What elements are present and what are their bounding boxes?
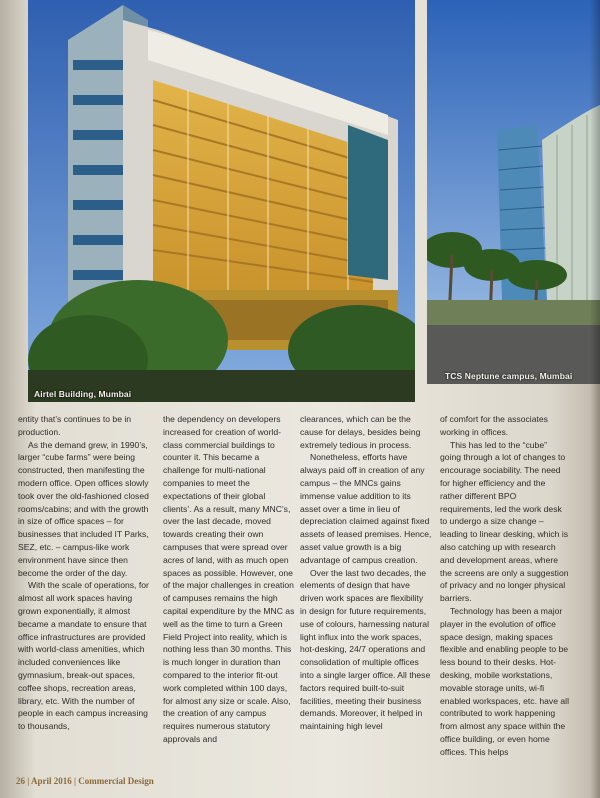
text-column-4 [440,413,570,759]
paragraph: of comfort for the associates working in offices. [440,414,548,437]
page-edge-shadow [590,0,600,798]
paragraph: Technology has been a major player in the evolution of office space design, making spaces flexible and enabling people to be less bound to their desks. Hot-desking, mobile workstations, movable storage units, wi-fi enabled workspaces, etc. have all contributed to work happening from almost any space within the office building, or even home offices. This helps [440,605,569,757]
text-column-1 [18,413,150,733]
paragraph: Over the last two decades, the elements of design that have driven work spaces are flexibility in design for future requirements, use of colours, harnessing natural light influx into the work spaces, hot-desking, 24/7 operations and consolidation of multiple offices into a single larger office. All these factors required built-to-suit facilities, meeting their business demands. Moreover, it helped in maintaining high level [300,567,431,732]
airtel-building-photo [28,0,415,402]
text-column-3 [300,413,432,733]
paragraph: This has led to the “cube” going through a lot of changes to encourage sociability. The need for higher efficiency and the rather different BPO requirements, led the work desk to undergo a size change – leading to linear desking, which is also catching up with research and development areas, where the screens are only a suggestion of privacy and no longer physical barriers. [440,439,569,604]
photo-caption-right: TCS Neptune campus, Mumbai [445,371,573,381]
page-footer: 26 | April 2016 | Commercial Design [16,776,154,786]
paragraph: Nonetheless, efforts have always paid off in creation of any campus – the MNCs gains immense value addition to its asset over a time in lieu of depreciation claimed against fixed assets of leased premises. Hence, asset value growth is a big advantage of campus creation. [300,452,432,565]
text-column-2 [163,413,295,746]
paragraph: clearances, which can be the cause for delays, besides being extremely tedious in process. [300,414,421,450]
tcs-neptune-photo [427,0,600,384]
airtel-building-illustration [28,0,415,402]
tcs-campus-illustration [427,0,600,384]
paragraph: With the scale of operations, for almost all work spaces having grown exponentially, it almost became a mandate to ensure that office infrastructures are provided with world-class amenities, which included conveniences like gymnasium, break-out spaces, coffee shops, recreation areas, library, etc. With the number of people in each campus increasing to thousands, [18,580,149,732]
paragraph: entity that’s continues to be in production. [18,414,132,437]
paragraph: the dependency on developers increased for creation of world-class commercial buildings to counter it. This became a challenge for multi-national companies to meet the expectations of their global clients’. As a result, many MNC’s, over the last decade, moved towards creating their own campuses that were spread over acres of land, with as much open spaces as possible. However, one of the major challenges in creation of campuses remains the high capital expenditure by the MNC as well as the time to turn a Green Field Project into reality, which is nothing less than 30 months. This is much longer in duration than compared to the interior fit-out work completed within 100 days, for almost any size or scale. Also, the creation of any campus requires numerous statutory approvals and [163,414,295,744]
photo-caption-left: Airtel Building, Mumbai [34,389,132,399]
paragraph: As the demand grew, in 1990’s, larger “cube farms” were being constructed, then manifesting the modern office. Open offices slowly took over the old-fashioned closed rooms/cabins; and with the growth in size of office spaces – for businesses that included IT Parks, SEZ, etc. – campus-like work environment have since then become the order of the day. [18,439,149,578]
